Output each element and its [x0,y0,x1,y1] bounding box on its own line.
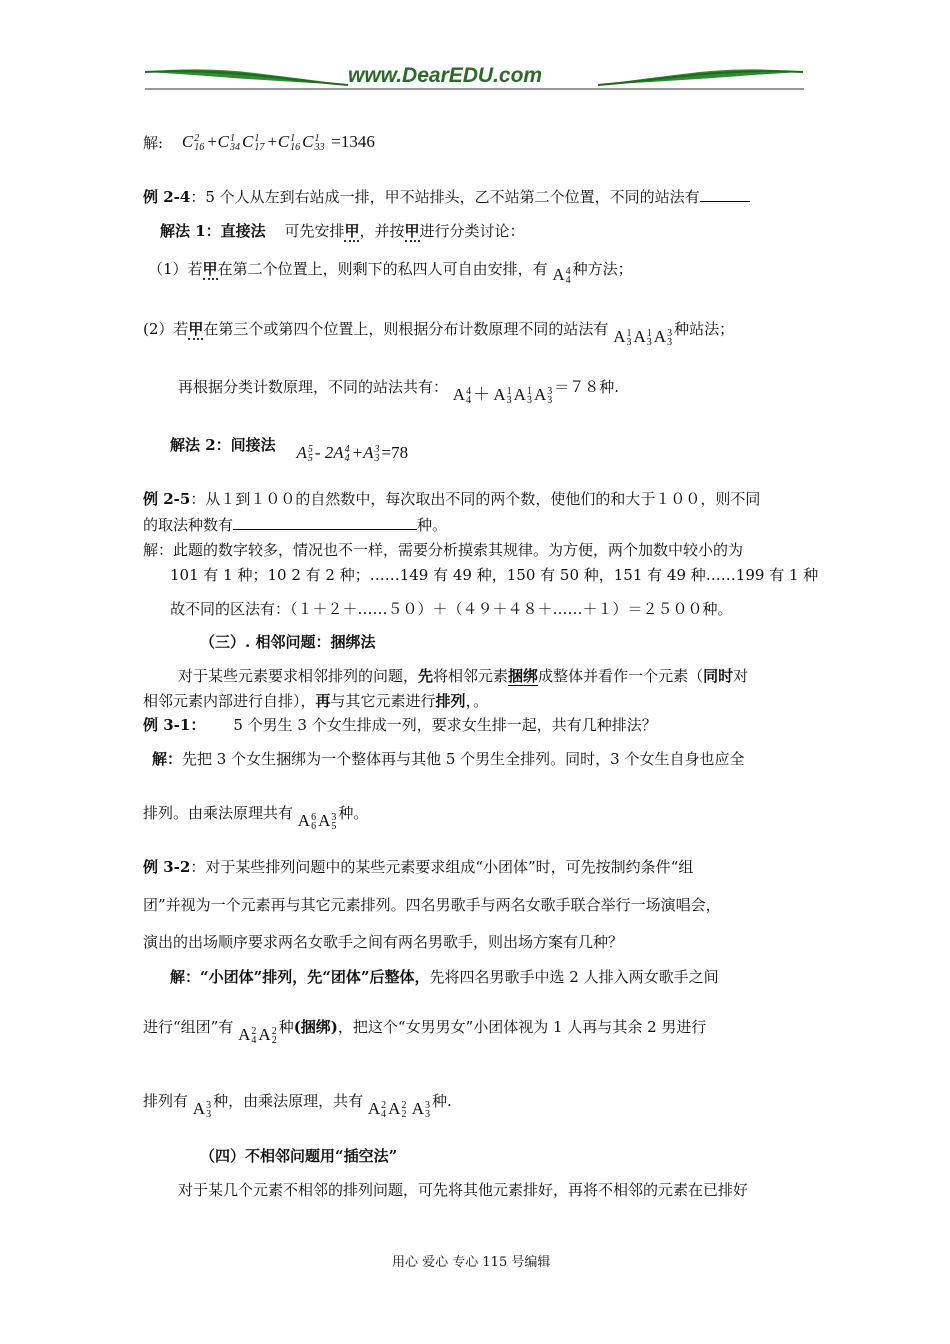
solution-line: 101 有 1 种；10 2 有 2 种；……149 有 49 种，150 有 50 种，151 有 49 种……199 有 1 种 [170,566,819,584]
page-footer: 用心 爱心 专心 115 号编辑 [392,1255,551,1270]
emphasis-jia: 甲 [404,222,420,240]
solution-line: 进行“组团”有 A 2 4 A 2 2 种(捆绑)，把这个“女男男女”小团体视为 1 人再与其余 2 男进行 [143,1018,707,1047]
example-label: 例 2-5 [143,490,191,508]
section-title: （四）不相邻问题用“插空法” [200,1147,398,1165]
example-2-5-line [143,488,760,509]
case-text: 种站法； [674,320,735,338]
method-1-line [160,220,525,241]
emphasis-jia: 甲 [344,222,360,240]
method-label: 解法 2：间接法 [170,436,276,454]
case-text: 在第三个或第四个位置上，则根据分布计数原理不同的站法有 [203,320,609,338]
method-2-line: 解法 2：间接法 A 5 5 - 2A 4 4 +A 3 3 =78 [170,436,409,465]
solution-line: 排列。由乘法原理共有 A 6 6 A 3 5 种。 [143,804,369,833]
example-text: ：5 个人从左到右站成一排，甲不站排头，乙不站第二个位置，不同的站法有 [190,188,700,206]
case-text: （1）若 [148,260,203,278]
case-text: 种方法； [572,260,633,278]
solution-line: 故不同的区法有：（１＋２＋……５０）＋（４９＋４８＋……＋１）＝２５００种。 [170,600,733,618]
section-title: （三）. 相邻问题：捆绑法 [200,633,376,651]
emphasis-jia: 甲 [188,320,204,338]
sum-line: 再根据分类计数原理，不同的站法共有： A 4 4 ＋ A 1 3 A 1 3 A 3 3 ＝７８种. [178,378,620,407]
example-text-line: 团”并视为一个元素再与其它元素排列。四名男歌手与两名女歌手联合举行一场演唱会， [143,896,721,914]
method-label: 解法 1：直接法 [160,222,266,240]
method-text: 可先安排 [284,222,345,240]
emphasis-jia: 甲 [202,260,218,278]
section-paragraph: 对于某几个元素不相邻的排列问题，可先将其他元素排好，再将不相邻的元素在已排好 [178,1181,749,1199]
solution-line: 解：此题的数字较多，情况也不一样，需要分析摸索其规律。为方便，两个加数中较小的为 [143,541,744,559]
case-text: 在第二个位置上，则剩下的私四人可自由安排，有 [217,260,548,278]
answer-blank [233,514,417,530]
example-label: 例 3-2 [143,858,191,876]
solution-prefix: 解: [143,134,164,152]
example-text: ：从１到１００的自然数中，每次取出不同的两个数，使他们的和大于１００，则不同 [190,490,761,508]
example-label: 例 3-1： [143,716,206,734]
example-text: 的取法种数有 [143,516,234,534]
example-2-5-line2 [143,514,447,535]
method-2-result: =78 [381,443,409,462]
solution-line: 排列有 A 3 3 种，由乘法原理，共有 A 2 4 A 2 2 A 3 3 种. [143,1092,452,1121]
example-3-2-line [143,856,693,877]
solution-line: 解：“小团体”排列，先“团体”后整体，先将四名男歌手中选 2 人排入两女歌手之间 [170,968,719,986]
example-3-1-line [143,714,657,735]
solution-line: 解：先把 3 个女生捆绑为一个整体再与其他 5 个男生全排列。同时，3 个女生自身也应全 [152,750,745,768]
example-label: 例 2-4 [143,188,191,206]
case-2-line: (2）若甲在第三个或第四个位置上，则根据分布计数原理不同的站法有 A 1 3 A 1 3 A 3 3 种站法； [143,320,735,349]
solution-result: =1346 [331,132,375,151]
case-1-line: （1）若甲在第二个位置上，则剩下的私四人可自由安排，有 A 4 4 种方法； [148,260,633,287]
example-text-line: 演出的出场顺序要求两名女歌手之间有两名男歌手，则出场方案有几种？ [143,933,624,951]
answer-blank [700,186,750,202]
example-text: ：对于某些排列问题中的某些元素要求组成“小团体”时，可先按制约条件“组 [190,858,694,876]
solution-equation: 解: C 2 16 +C 1 34 C 1 17 +C 1 16 C 1 33 =1346 [143,132,375,154]
method-text: 进行分类讨论： [419,222,525,240]
sum-text: ＝７８种. [554,378,620,396]
header-banner [143,60,806,94]
sum-text: 再根据分类计数原理，不同的站法共有： [178,378,449,396]
example-text: 5 个男生 3 个女生排成一列，要求女生排一起，共有几种排法？ [233,716,657,734]
section-paragraph: 对于某些元素要求相邻排列的问题，先将相邻元素捆绑成整体并看作一个元素（同时对 [178,667,749,685]
example-text: 种。 [417,516,448,534]
site-logo: www.DearEDU.com [348,64,543,87]
example-2-4-line [143,186,750,207]
section-paragraph: 相邻元素内部进行自排），再与其它元素进行排列，。 [143,692,489,710]
method-text: ，并按 [359,222,405,240]
case-text: (2）若 [143,320,189,338]
